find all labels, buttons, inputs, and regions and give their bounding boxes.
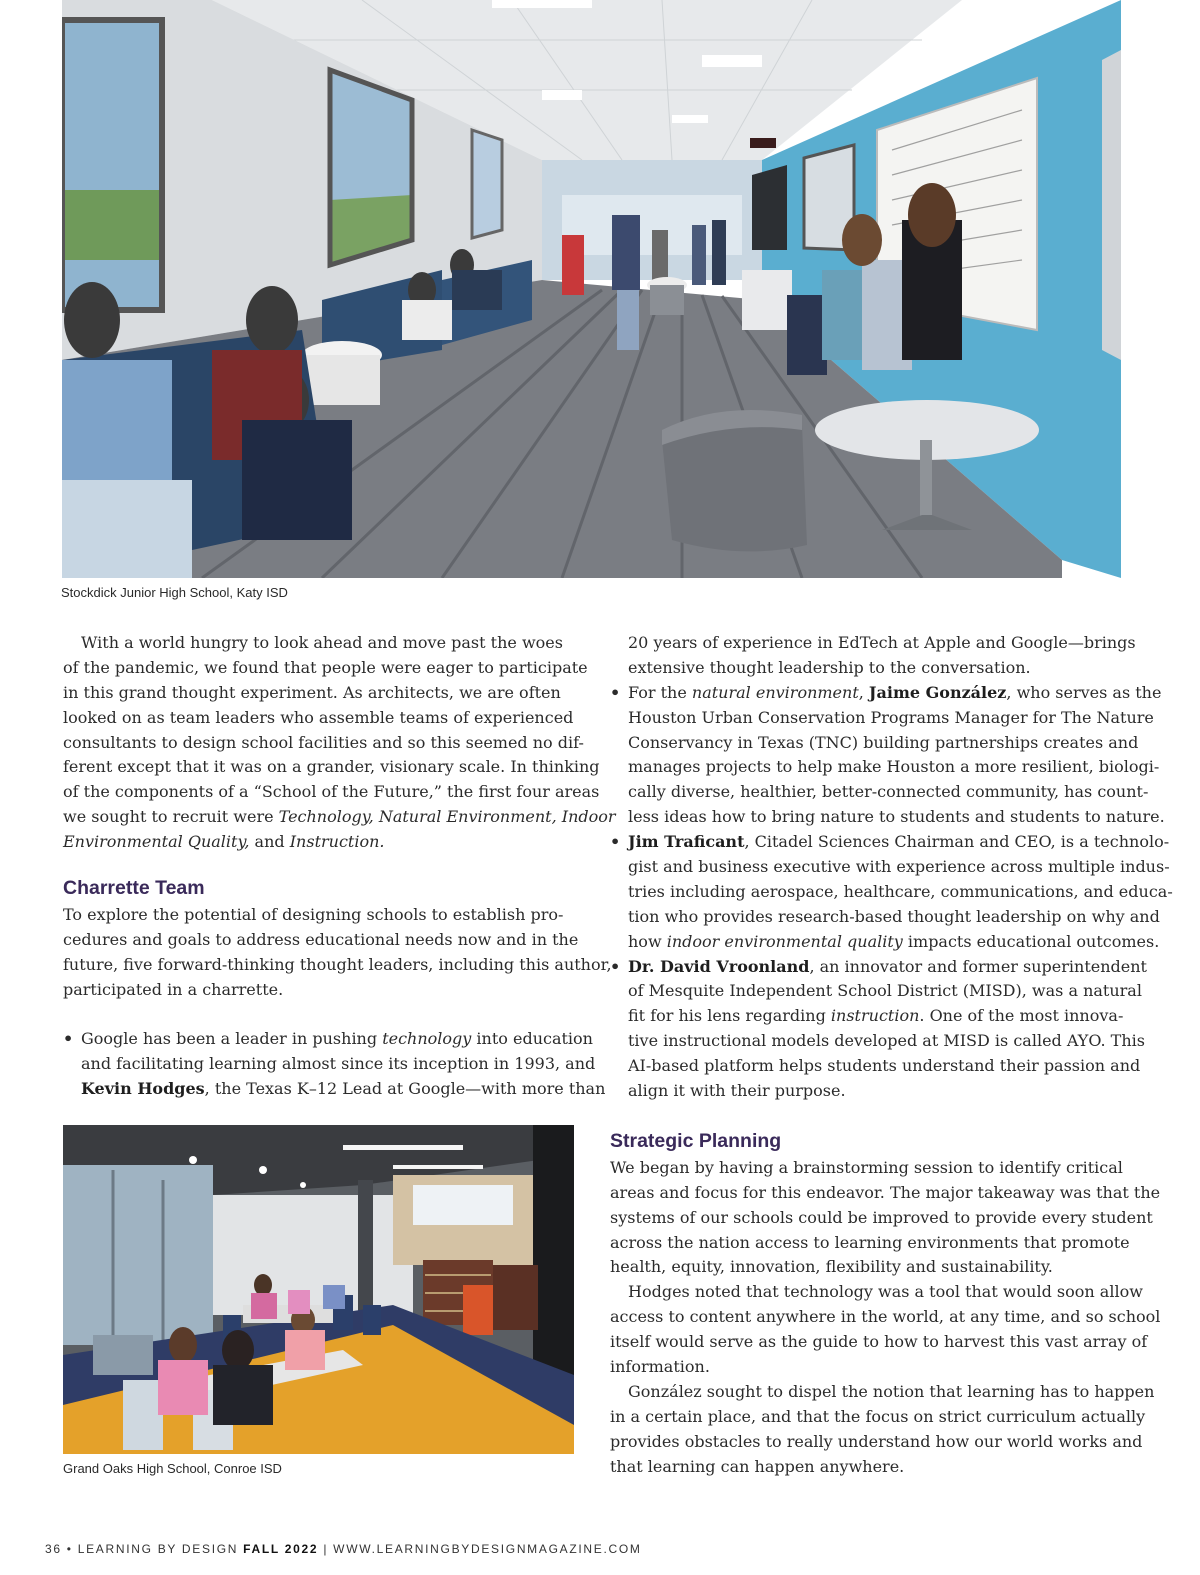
- paragraph-line: With a world hungry to look ahead and move past the woes: [81, 633, 563, 652]
- section-heading-charrette-team: Charrette Team: [63, 877, 205, 900]
- person-name: Jaime González: [868, 682, 1007, 702]
- photo-grand-oaks-library: [63, 1125, 574, 1454]
- emphasis: Technology, Natural Environment, Indoor: [278, 807, 616, 827]
- paragraph-line: cedures and goals to address educational needs now and in the: [63, 929, 579, 949]
- bullet-line: Conservancy in Texas (TNC) building partnerships creates and: [628, 732, 1139, 752]
- footer-issue: FALL 2022: [243, 1542, 319, 1556]
- bullet-line: [610, 930, 1160, 955]
- photo-caption: Grand Oaks High School, Conroe ISD: [63, 1461, 282, 1476]
- page-footer: [45, 1542, 642, 1556]
- paragraph-line: To explore the potential of designing schools to establish pro-: [63, 905, 564, 925]
- bullet-line: [63, 1077, 606, 1102]
- bullet-item: [610, 955, 1147, 980]
- bullet-item: [63, 1027, 593, 1052]
- bullet-line: gist and business executive with experience across multiple indus-: [628, 857, 1170, 877]
- paragraph-line: in a certain place, and that the focus on strict curriculum actually: [610, 1406, 1146, 1426]
- bullet-line: of Mesquite Independent School District (MISD), was a natural: [628, 981, 1142, 1001]
- paragraph-line: itself would serve as the guide to how to harvest this vast array of: [610, 1332, 1148, 1352]
- emphasis: indoor environmental quality: [666, 931, 903, 951]
- emphasis: instruction: [830, 1006, 920, 1026]
- text-run: fit for his lens regarding: [628, 1006, 831, 1026]
- text-run: , the Texas K–12 Lead at Google—with more than: [204, 1079, 606, 1099]
- emphasis: Environmental Quality,: [63, 832, 250, 852]
- bullet-item: [610, 681, 1162, 706]
- text-run: impacts educational outcomes.: [902, 931, 1160, 951]
- paragraph-line: We began by having a brainstorming session to identify critical: [610, 1157, 1123, 1177]
- paragraph-line: participated in a charrette.: [63, 979, 284, 999]
- bullet-line: tries including aerospace, healthcare, communications, and educa-: [628, 881, 1173, 901]
- emphasis: technology: [382, 1029, 472, 1049]
- paragraph-line: future, five forward-thinking thought leaders, including this author,: [63, 954, 612, 974]
- text-run: we sought to recruit were: [63, 807, 279, 827]
- person-name: Jim Traficant: [628, 832, 745, 852]
- section-heading-strategic-planning: Strategic Planning: [610, 1129, 782, 1152]
- text-run: , an innovator and former superintendent: [809, 956, 1147, 976]
- bullet-item: [610, 830, 1170, 855]
- person-name: Dr. David Vroonland: [628, 956, 810, 976]
- text-run: , Citadel Sciences Chairman and CEO, is a technolo-: [744, 832, 1170, 852]
- bullet-line: tive instructional models developed at MISD is called AYO. This: [628, 1031, 1145, 1051]
- paragraph-line: [63, 805, 616, 830]
- paragraph-line: access to content anywhere in the world, at any time, and so school: [610, 1307, 1161, 1327]
- bullet-line: align it with their purpose.: [628, 1081, 846, 1101]
- emphasis: natural environment: [691, 682, 859, 702]
- text-run: , who serves as the: [1006, 682, 1162, 702]
- paragraph-line: [63, 830, 573, 855]
- bullet-line: manages projects to help make Houston a more resilient, biologi-: [628, 757, 1160, 777]
- paragraph-line: consultants to design school facilities and so this seemed no dif-: [63, 732, 584, 752]
- person-name: Kevin Hodges: [81, 1079, 205, 1099]
- photo-caption: Stockdick Junior High School, Katy ISD: [61, 585, 288, 600]
- bullet-line: extensive thought leadership to the conversation.: [628, 657, 1031, 677]
- text-run: how: [628, 931, 667, 951]
- bullet-line: AI-based platform helps students understand their passion and: [628, 1056, 1141, 1076]
- left-column: [63, 631, 616, 1102]
- text-run: and: [249, 832, 290, 852]
- bullet-line: tion who provides research-based thought leadership on why and: [628, 906, 1160, 926]
- paragraph-line: that learning can happen anywhere.: [610, 1456, 905, 1476]
- paragraph-line: systems of our schools could be improved to provide every student: [610, 1207, 1153, 1227]
- text-run: Google has been a leader in pushing: [81, 1029, 383, 1049]
- paragraph-line: information.: [610, 1357, 710, 1377]
- bullet-line: 20 years of experience in EdTech at Apple and Google—brings: [628, 633, 1136, 652]
- paragraph-line: Hodges noted that technology was a tool that would soon allow: [628, 1282, 1143, 1302]
- paragraph-line: provides obstacles to really understand how our world works and: [610, 1431, 1143, 1451]
- paragraph-line: looked on as team leaders who assemble teams of experienced: [63, 707, 574, 727]
- paragraph-line: areas and focus for this endeavor. The major takeaway was that the: [610, 1182, 1161, 1202]
- paragraph-line: across the nation access to learning environments that promote: [610, 1232, 1130, 1252]
- paragraph-line: health, equity, innovation, flexibility and sustainability.: [610, 1257, 1053, 1277]
- right-column: [610, 631, 1173, 1480]
- paragraph-line: ferent except that it was on a grander, visionary scale. In thinking: [63, 757, 600, 777]
- bullet-line: cally diverse, healthier, better-connected community, has count-: [628, 782, 1149, 802]
- text-run: . One of the most innova-: [919, 1006, 1124, 1026]
- paragraph-line: González sought to dispel the notion that learning has to happen: [628, 1381, 1155, 1401]
- footer-url: | WWW.LEARNINGBYDESIGNMAGAZINE.COM: [318, 1542, 642, 1556]
- paragraph-line: in this grand thought experiment. As architects, we are often: [63, 682, 561, 702]
- text-run: into education: [471, 1029, 593, 1049]
- bullet-line: and facilitating learning almost since its inception in 1993, and: [81, 1054, 596, 1074]
- paragraph-line: of the pandemic, we found that people were eager to participate: [63, 657, 588, 677]
- bullet-line: [610, 1004, 1122, 1029]
- photo-stockdick-corridor: [62, 0, 1121, 578]
- bullet-line: Houston Urban Conservation Programs Manager for The Nature: [628, 707, 1154, 727]
- text-run: For the: [628, 682, 692, 702]
- bullet-line: less ideas how to bring nature to students and students to nature.: [628, 807, 1165, 827]
- emphasis: Instruction.: [289, 832, 385, 852]
- text-run: ,: [858, 682, 869, 702]
- paragraph-line: of the components of a “School of the Future,” the first four areas: [63, 782, 600, 802]
- spacer: [63, 1003, 573, 1028]
- footer-page-and-title: 36 • LEARNING BY DESIGN: [45, 1542, 244, 1556]
